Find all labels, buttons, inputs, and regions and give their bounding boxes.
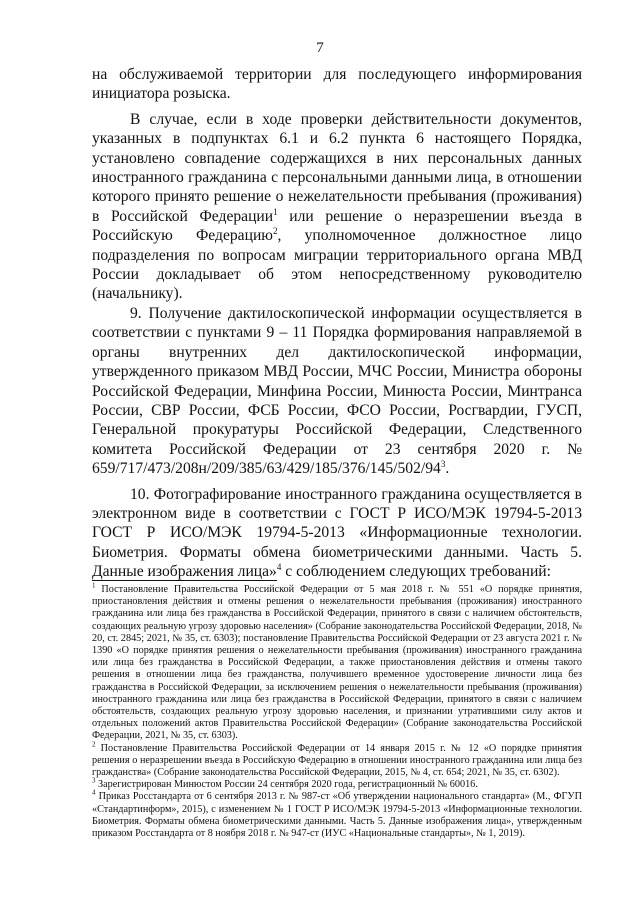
page-number: 7 <box>316 40 324 56</box>
footnote-ref-3[interactable]: 3 <box>440 458 446 469</box>
paragraph-text: , уполномоченное должностное лицо подразделения по вопросам миграции территориального органа МВД России докладывает об этом непосредственному руководителю (начальнику). <box>92 227 583 303</box>
footnote-1 <box>92 581 582 743</box>
footnote-text: Постановление Правительства Российской Федерации от 14 января 2015 г. № 12 «О порядке принятия решения о неразрешении въезда в Российскую Федерацию в отношении иностранного гражданина или лица без гражданства» (Собрание законодательства Российской Федерации, 2015, № 4, ст. 654; 2021, № 35, ст. 6302). <box>92 742 582 779</box>
footnote-text: Постановление Правительства Российской Федерации от 5 мая 2018 г. № 551 «О порядке принятия, приостановления действия и отмены решения о нежелательности пребывания (проживания) иностранного гражданина или лица без гражданства в Российской Федерации, принятого в связи с наличием обстоятельств, создающих реальную угрозу здоровью населения» (Собрание законодательства Российской Федерации, 2018, № 20, ст. 2845; 2021, № 35, ст. 6303); постановление Правительства Российской Федерации от 23 августа 2021 г. № 1390 «О порядке принятия решения о нежелательности пребывания (проживания) иностранного гражданина или лица без гражданства в Российской Федерации, а также приостановления действия и отмены такого решения в отношении лица без гражданства, получившего временное удостоверение личности лица без гражданства в Российской Федерации, за исключением решения о нежелательности пребывания (проживания) иностранного гражданина или лица без гражданства в Российской Федерации, принятого в связи с наличием обстоятельств, создающих реальную угрозу здоровью населения, и признании утратившими силу актов и отдельных положений актов Правительства Российской Федерации» (Собрание законодательства Российской Федерации, 2021, № 35, ст. 6303). <box>92 584 582 742</box>
footnotes <box>92 581 582 840</box>
paragraph-text: В случае, если в ходе проверки действительности документов, указанных в подпунктах 6.1 и 6.2 пункта 6 настоящего Порядка, установлено совпадение содержащихся в них персональных данных иностранного гражданина с персональными данными лица, в отношении которого принято решение о нежелательности пребывания (проживания) в Российской Федерации <box>92 110 582 225</box>
body-text <box>92 65 582 582</box>
paragraph-case-match <box>92 110 582 304</box>
footnote-mark: 4 <box>92 789 96 798</box>
footnote-4 <box>92 791 582 840</box>
footnote-ref-4[interactable]: 4 <box>276 561 282 572</box>
footnote-mark: 1 <box>92 581 96 590</box>
footnote-2 <box>92 740 582 780</box>
paragraph-text: 9. Получение дактилоскопической информации осуществляется в соответствии с пунктами 9 – 11 Порядка формирования направляемой в органы внутренних дел дактилоскопической информации, утвержденного приказом МВД России, МЧС России, Министра обороны Российской Федерации, Минфина России, Минюста России, Минтранса России, СВР России, ФСБ России, ФСО России, Росгвардии, ГУСП, Генеральной прокуратуры Российской Федерации, Следственного комитета Российской Федерации от 23 сентября 2020 г. № 659/717/473/208н/209/385/63/429/185/376/145/502/94 <box>92 304 582 478</box>
footnote-mark: 3 <box>92 776 96 785</box>
paragraph-text: на обслуживаемой территории для последующего информирования инициатора розыска. <box>92 66 582 103</box>
paragraph-text: . <box>445 460 450 478</box>
footnote-ref-1[interactable]: 1 <box>273 206 278 217</box>
paragraph-text: 10. Фотографирование иностранного гражданина осуществляется в электронном виде в соответствии с ГОСТ Р ИСО/МЭК 19794-5-2013 ГОСТ Р ИСО/МЭК 19794-5-2013 «Информационные технологии. Биометрия. Форматы обмена биометрическими данными. Часть 5. Данные изображения лица» <box>92 485 582 581</box>
paragraph-continuation <box>92 65 582 104</box>
footnote-3 <box>92 776 582 791</box>
paragraph-item-9 <box>92 304 582 479</box>
paragraph-text: или решение о неразрешении въезда в Российскую Федерацию <box>92 207 582 245</box>
paragraph-item-10 <box>92 485 582 582</box>
footnote-text: Приказ Росстандарта от 6 сентября 2013 г. № 987-ст «Об утверждении национального стандарта» (М., ФГУП «Стандартинформ», 2015), с изменением № 1 ГОСТ Р ИСО/МЭК 19794-5-2013 «Информационные технологии. Биометрия. Форматы обмена биометрическими данными. Часть 5. Данные изображения лица», утвержденным приказом Росстандарта от 8 ноября 2018 г. № 947-ст (ИУС «Национальные стандарты», № 1, 2019). <box>92 791 582 840</box>
footnote-ref-2[interactable]: 2 <box>272 226 278 237</box>
footnote-text: Зарегистрирован Минюстом России 24 сентября 2020 года, регистрационный № 60016. <box>95 779 478 791</box>
paragraph-text: с соблюдением следующих требований: <box>281 563 551 581</box>
footnote-mark: 2 <box>92 740 96 749</box>
footnote-separator <box>92 580 277 581</box>
